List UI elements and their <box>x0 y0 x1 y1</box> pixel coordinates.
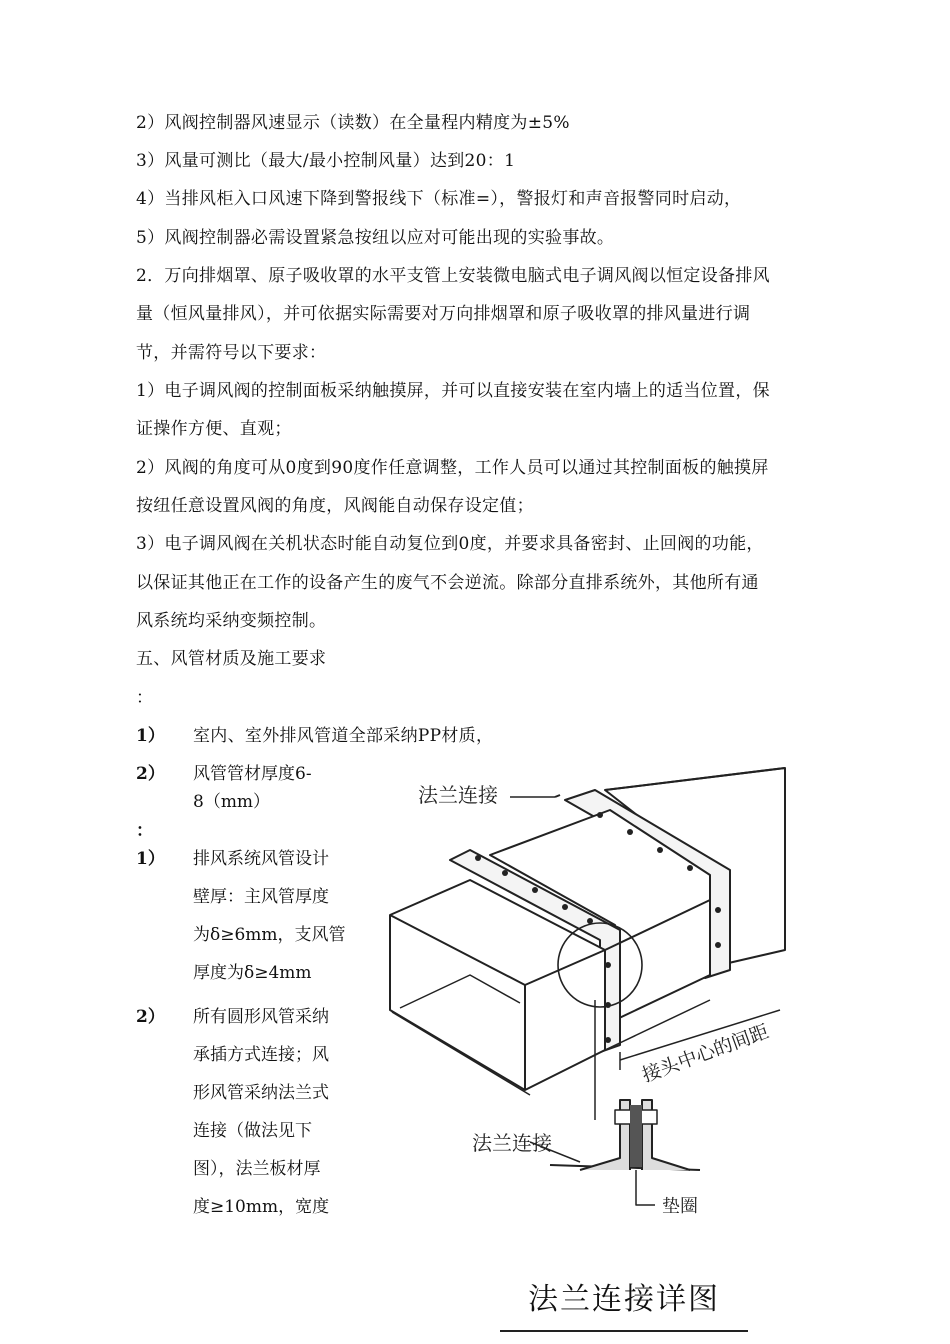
label-flange-top: 法兰连接 <box>418 783 498 807</box>
sub-num-1: 1） <box>136 849 165 869</box>
text-line-12: 3）电子调风阀在关机状态时能自动复位到0度，并要求具备密封、止回阀的功能， <box>136 534 764 554</box>
section-heading: 五、风管材质及施工要求 <box>136 649 327 669</box>
text-line-7: 节，并需符号以下要求： <box>136 343 327 363</box>
text-line-6: 量（恒风量排风），并可依据实际需要对万向排烟罩和原子吸收罩的排风量进行调 <box>136 304 751 324</box>
text-line-10: 2）风阀的角度可从0度到90度作任意调整，工作人员可以通过其控制面板的触摸屏 <box>136 458 769 478</box>
text-line-9: 证操作方便、直观； <box>136 419 292 439</box>
list-text-1: 室内、室外排风管道全部采纳PP材质， <box>193 726 494 746</box>
text-line-3: 4）当排风柜入口风速下降到警报线下（标准=），警报灯和声音报警同时启动， <box>136 189 742 209</box>
list-num-1: 1） <box>136 726 165 746</box>
sub-text-2 <box>193 998 365 1226</box>
list-text-2-line-2: 8（mm） <box>193 792 271 812</box>
sub-text-2-line-3: 形风管采纳法兰式 <box>193 1083 329 1103</box>
figure-caption: 法兰连接详图 <box>528 1282 720 1317</box>
text-line-4: 5）风阀控制器必需设置紧急按纽以应对可能出现的实验事故。 <box>136 228 615 248</box>
label-gasket: 垫圈 <box>662 1196 698 1217</box>
sub-num-2: 2） <box>136 1007 165 1027</box>
text-line-14: 风系统均采纳变频控制。 <box>136 611 327 631</box>
sub-text-1-line-2: 壁厚：主风管厚度 <box>193 887 329 907</box>
text-line-1: 2）风阀控制器风速显示（读数）在全量程内精度为±5% <box>136 113 570 133</box>
text-line-8: 1）电子调风阀的控制面板采纳触摸屏，并可以直接安装在室内墙上的适当位置，保 <box>136 381 770 401</box>
flange-connection-figure <box>380 760 800 1260</box>
sub-text-2-line-2: 承插方式连接；风 <box>193 1045 329 1065</box>
colon-line: ： <box>136 688 154 708</box>
text-line-11: 按纽任意设置风阀的角度，风阀能自动保存设定值； <box>136 496 534 516</box>
sub-text-1 <box>193 840 365 992</box>
sub-text-2-line-5: 图），法兰板材厚 <box>193 1159 321 1179</box>
sub-text-1-line-1: 排风系统风管设计 <box>193 849 329 869</box>
label-flange-detail: 法兰连接 <box>472 1131 552 1155</box>
text-line-5: 2．万向排烟罩、原子吸收罩的水平支管上安装微电脑式电子调风阀以恒定设备排风 <box>136 266 770 286</box>
label-joint-spacing: 接头中心的间距 <box>639 1020 772 1087</box>
sub-text-2-line-6: 度≥10mm，宽度 <box>193 1197 330 1217</box>
list-num-2: 2） <box>136 764 165 784</box>
colon-line-2: ： <box>136 821 153 841</box>
sub-text-2-line-1: 所有圆形风管采纳 <box>193 1007 329 1027</box>
sub-text-1-line-3: 为δ≥6mm，支风管 <box>193 925 346 945</box>
sub-text-2-line-4: 连接（做法见下 <box>193 1121 312 1141</box>
sub-text-1-line-4: 厚度为δ≥4mm <box>193 963 312 983</box>
list-text-2-line-1: 风管管材厚度6- <box>193 764 312 784</box>
text-line-2: 3）风量可测比（最大/最小控制风量）达到20：1 <box>136 151 516 171</box>
text-line-13: 以保证其他正在工作的设备产生的废气不会逆流。除部分直排系统外，其他所有通 <box>136 573 759 593</box>
list-text-2 <box>193 755 365 821</box>
caption-underline <box>500 1330 748 1332</box>
